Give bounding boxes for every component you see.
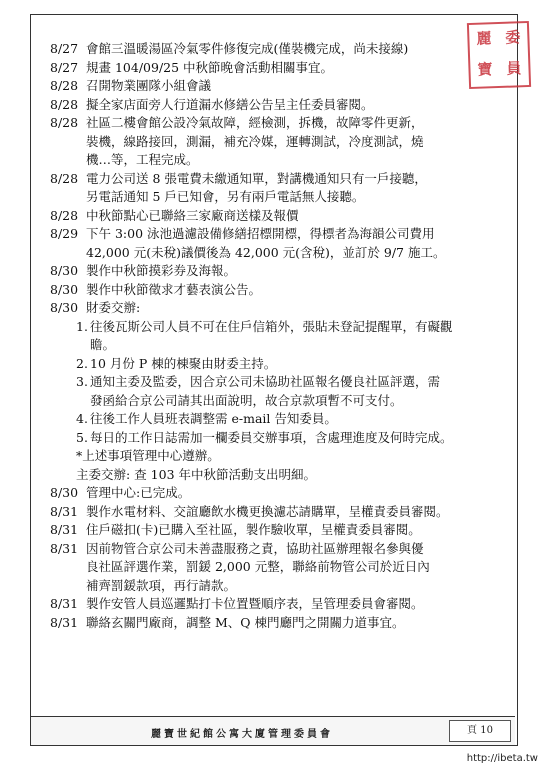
item-text: 10 月份 P 棟的棟聚由財委主持。 bbox=[90, 355, 277, 371]
entry-date: 8/30 bbox=[50, 485, 79, 500]
log-entry bbox=[50, 59, 490, 78]
entry-date: 8/28 bbox=[50, 170, 79, 186]
log-entry bbox=[50, 40, 490, 59]
entry-date: 8/28 bbox=[50, 207, 79, 223]
finance-item bbox=[50, 392, 490, 411]
entry-text: 電力公司送 8 張電費未繳通知單，對講機通知只有一戶接聽， bbox=[86, 170, 427, 186]
page-footer bbox=[31, 716, 515, 745]
item-number: 2. bbox=[76, 355, 88, 371]
item-number: 1. bbox=[76, 318, 88, 334]
entry-date: 8/28 bbox=[50, 115, 79, 130]
entry-date: 8/27 bbox=[50, 59, 79, 75]
entry-text: 製作水電材料、交誼廳飲水機更換濾芯請購單，呈權責委員審閱。 bbox=[86, 503, 449, 519]
entry-text: 規畫 104/09/25 中秋節晚會活動相關事宜。 bbox=[86, 59, 334, 75]
finance-item bbox=[50, 429, 490, 448]
item-number bbox=[76, 336, 90, 355]
entry-date: 8/30 bbox=[50, 300, 79, 315]
meeting-log bbox=[50, 40, 490, 632]
entry-date: 8/28 bbox=[50, 96, 79, 112]
entry-continuation: 補齊罰鍰款項，再行請款。 bbox=[86, 577, 237, 593]
page-number: 頁 10 bbox=[449, 720, 511, 742]
log-entry bbox=[50, 540, 490, 559]
item-text: 每日的工作日誌需加一欄委員交辦事項，含處理進度及何時完成。 bbox=[90, 429, 453, 445]
finance-note: *上述事項管理中心遵辦。 bbox=[76, 448, 220, 463]
entry-continuation: 42,000 元(未稅)議價後為 42,000 元(含稅)，並訂於 9/7 施工。 bbox=[86, 244, 446, 260]
log-entry bbox=[50, 614, 490, 633]
entry-text: 擬全家店面旁人行道漏水修繕公告呈主任委員審閱。 bbox=[86, 96, 374, 112]
finance-item bbox=[50, 336, 490, 355]
log-entry bbox=[50, 96, 490, 115]
log-entry bbox=[50, 595, 490, 614]
chair-instruction: 主委交辦: 查 103 年中秋節活動支出明細。 bbox=[76, 466, 316, 482]
item-text: 往後瓦斯公司人員不可在住戶信箱外，張貼未登記提醒單，有礙觀 bbox=[90, 318, 453, 334]
entry-text: 中秋節點心已聯絡三家廠商送樣及報價 bbox=[86, 207, 299, 223]
stamp-char: 員 bbox=[506, 59, 522, 78]
stamp-char: 麗 bbox=[476, 29, 492, 48]
entry-date: 8/29 bbox=[50, 226, 79, 241]
entry-text: 住戶磁扣(卡)已購入至社區，製作驗收單，呈權責委員審閱。 bbox=[86, 522, 421, 537]
entry-text: 下午 3:00 泳池過濾設備修繕招標開標，得標者為海韻公司費用 bbox=[86, 226, 435, 241]
log-entry bbox=[50, 77, 490, 96]
entry-date: 8/30 bbox=[50, 281, 79, 297]
entry-text: 製作中秋節徵求才藝表演公告。 bbox=[86, 281, 262, 297]
item-number bbox=[76, 392, 90, 411]
entry-text: 會館三溫暖湯區冷氣零件修復完成(僅裝機完成，尚未接線) bbox=[86, 41, 409, 56]
entry-text: 管理中心:已完成。 bbox=[86, 485, 191, 500]
entry-continuation: 機…等，工程完成。 bbox=[86, 152, 199, 167]
entry-text: 聯絡玄關門廠商，調整 M、Q 棟門廳門之開關力道事宜。 bbox=[86, 614, 405, 630]
entry-text: 社區二樓會館公設冷氣故障，經檢測，拆機，故障零件更新， bbox=[86, 115, 424, 130]
entry-text: 召開物業團隊小組會議 bbox=[86, 78, 212, 93]
log-entry bbox=[50, 207, 490, 226]
item-number: 5. bbox=[76, 429, 88, 445]
log-entry bbox=[50, 170, 490, 189]
item-number: 4. bbox=[76, 411, 88, 426]
log-entry bbox=[50, 262, 490, 281]
entry-continuation: 良社區評選作業，罰鍰 2,000 元整，聯絡前物管公司於近日內 bbox=[86, 559, 430, 574]
entry-date: 8/27 bbox=[50, 41, 79, 56]
footer-title: 麗寶世紀館公寓大廈管理委員會 bbox=[151, 729, 333, 740]
log-entry bbox=[50, 299, 490, 318]
finance-item bbox=[50, 318, 490, 337]
log-entry bbox=[50, 114, 490, 133]
entry-text: 因前物管合京公司未善盡服務之責，協助社區辦理報名參與優 bbox=[86, 540, 424, 556]
item-text: 往後工作人員班表調整需 e-mail 告知委員。 bbox=[90, 411, 337, 426]
log-entry bbox=[50, 281, 490, 300]
stamp-char: 委 bbox=[505, 28, 521, 47]
log-entry bbox=[50, 521, 490, 540]
entry-date: 8/31 bbox=[50, 540, 79, 556]
entry-date: 8/31 bbox=[50, 503, 79, 519]
entry-date: 8/31 bbox=[50, 596, 79, 611]
finance-item bbox=[50, 373, 490, 392]
item-text: 發函給合京公司請其出面說明，故合京款項暫不可支付。 bbox=[90, 392, 403, 408]
log-entry bbox=[50, 503, 490, 522]
entry-text: 財委交辦: bbox=[86, 300, 141, 315]
entry-date: 8/31 bbox=[50, 614, 79, 630]
entry-date: 8/31 bbox=[50, 522, 79, 537]
entry-date: 8/30 bbox=[50, 263, 79, 278]
finance-item bbox=[50, 355, 490, 374]
site-watermark: http://ibeta.tw bbox=[463, 751, 542, 766]
stamp-char: 寶 bbox=[477, 60, 493, 79]
log-entry bbox=[50, 484, 490, 503]
entry-text: 製作安管人員巡邏點打卡位置暨順序表，呈管理委員會審閱。 bbox=[86, 596, 424, 611]
item-number: 3. bbox=[76, 374, 88, 389]
item-text: 瞻。 bbox=[90, 337, 116, 352]
entry-date: 8/28 bbox=[50, 78, 79, 93]
finance-item bbox=[50, 410, 490, 429]
log-entry bbox=[50, 225, 490, 244]
finance-section bbox=[50, 299, 490, 484]
entry-text: 製作中秋節摸彩券及海報。 bbox=[86, 263, 237, 278]
entry-continuation: 另電話通知 5 戶已知會，另有兩戶電話無人接聽。 bbox=[86, 189, 365, 204]
entry-continuation: 裝機，線路接回，測漏，補充冷媒，運轉測試，冷度測試，燒 bbox=[86, 133, 424, 149]
item-text: 通知主委及監委，因合京公司未協助社區報名優良社區評選，需 bbox=[90, 374, 441, 389]
